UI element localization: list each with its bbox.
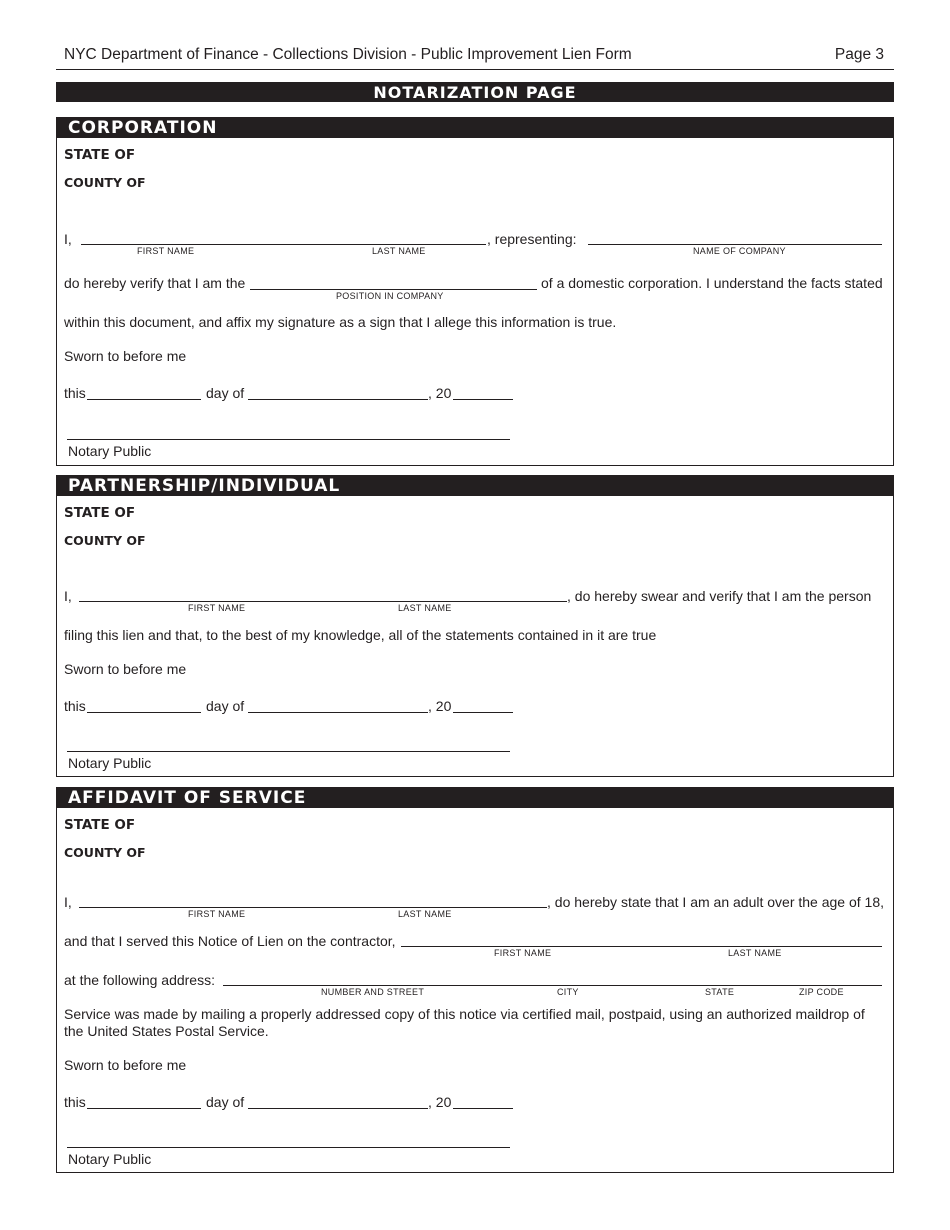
address-field[interactable] [223,985,882,986]
corp-name-field[interactable] [81,244,486,245]
state-suffix: , do hereby state that I am an adult over the age of 18, [547,894,884,910]
state-of-label: STATE OF [64,147,136,163]
month-field[interactable] [248,1108,428,1109]
i-label: I, [64,894,72,910]
affidavit-section [56,787,894,1173]
position-field[interactable] [250,289,537,290]
year-prefix: , 20 [428,385,452,401]
this-label: this [64,698,86,714]
notary-label: Notary Public [68,755,152,771]
last-name-caption: LAST NAME [398,603,452,613]
address-prefix: at the following address: [64,972,215,988]
corporation-section [56,117,894,466]
corp-statement: within this document, and affix my signature as a sign that I allege this information is true. [64,314,617,330]
partner-statement: filing this lien and that, to the best of my knowledge, all of the statements contained in it are true [64,627,657,643]
notary-signature-line[interactable] [67,439,510,440]
served-prefix: and that I served this Notice of Lien on the contractor, [64,933,396,949]
notary-label: Notary Public [68,443,152,459]
zip-caption: ZIP CODE [799,987,844,997]
this-label: this [64,385,86,401]
year-field[interactable] [453,712,513,713]
sworn-label: Sworn to before me [64,1057,187,1073]
first-name-caption: FIRST NAME [494,948,552,958]
first-name-caption: FIRST NAME [137,246,195,256]
county-of-label: COUNTY OF [64,533,146,548]
server-name-field[interactable] [79,907,547,908]
representing-label: , representing: [487,231,577,247]
day-field[interactable] [87,1108,201,1109]
verify-prefix: do hereby verify that I am the [64,275,246,291]
page-number: Page 3 [834,46,884,63]
partner-name-field[interactable] [79,601,567,602]
county-of-label: COUNTY OF [64,175,146,190]
affidavit-heading: AFFIDAVIT OF SERVICE [56,787,894,808]
last-name-caption: LAST NAME [398,909,452,919]
service-text-line1: Service was made by mailing a properly addressed copy of this notice via certified mail, postpaid, using an authorized maildrop of [64,1006,865,1022]
position-caption: POSITION IN COMPANY [336,291,444,301]
month-field[interactable] [248,712,428,713]
notary-label: Notary Public [68,1151,152,1167]
state-of-label: STATE OF [64,817,136,833]
day-of-label: day of [206,1094,245,1110]
swear-suffix: , do hereby swear and verify that I am the person [567,588,872,604]
day-field[interactable] [87,399,201,400]
sworn-label: Sworn to before me [64,661,187,677]
notarization-banner: NOTARIZATION PAGE [56,82,894,102]
company-name-caption: NAME OF COMPANY [693,246,786,256]
partnership-section [56,475,894,777]
year-prefix: , 20 [428,698,452,714]
day-of-label: day of [206,698,245,714]
notary-signature-line[interactable] [67,1147,510,1148]
day-field[interactable] [87,712,201,713]
year-field[interactable] [453,1108,513,1109]
this-label: this [64,1094,86,1110]
corporation-heading: CORPORATION [56,117,894,138]
first-name-caption: FIRST NAME [188,909,246,919]
city-caption: CITY [557,987,579,997]
day-of-label: day of [206,385,245,401]
header-divider [56,69,894,70]
month-field[interactable] [248,399,428,400]
year-field[interactable] [453,399,513,400]
last-name-caption: LAST NAME [372,246,426,256]
year-prefix: , 20 [428,1094,452,1110]
state-of-label: STATE OF [64,505,136,521]
form-header-title: NYC Department of Finance - Collections Division - Public Improvement Lien Form [64,46,632,63]
sworn-label: Sworn to before me [64,348,187,364]
contractor-name-field[interactable] [401,946,882,947]
company-name-field[interactable] [588,244,882,245]
number-street-caption: NUMBER AND STREET [321,987,425,997]
i-label: I, [64,588,72,604]
i-label: I, [64,231,72,247]
last-name-caption: LAST NAME [728,948,782,958]
county-of-label: COUNTY OF [64,845,146,860]
verify-suffix: of a domestic corporation. I understand the facts stated [541,275,883,291]
state-caption: STATE [705,987,735,997]
notary-signature-line[interactable] [67,751,510,752]
partnership-heading: PARTNERSHIP/INDIVIDUAL [56,475,894,496]
first-name-caption: FIRST NAME [188,603,246,613]
service-text-line2: the United States Postal Service. [64,1023,269,1039]
